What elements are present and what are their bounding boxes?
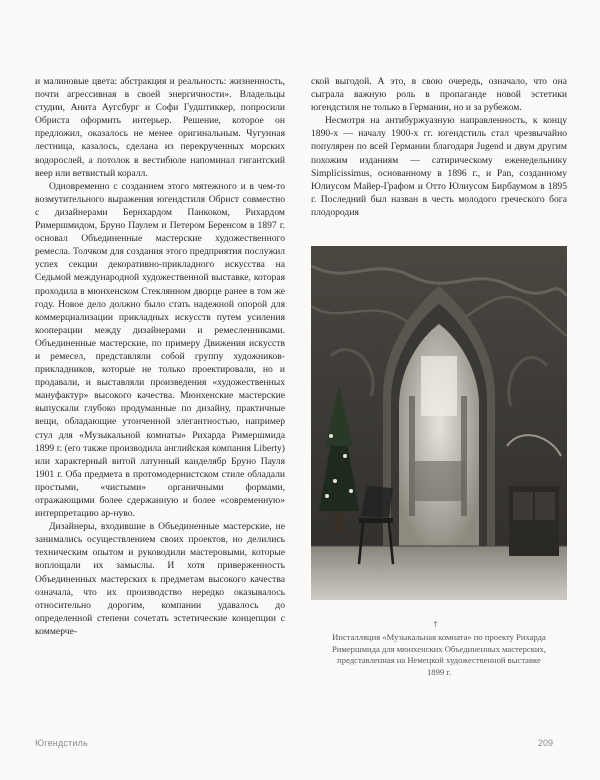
archway-interior-photo — [311, 246, 567, 600]
photo-illustration — [311, 246, 567, 600]
photo-caption: Инсталляция «Музыкальная комната» по проекту Рихарда Римершмида для мюнхенских Объединенных мастерских, представленная на Немецкой художественной выставке 1899 г. — [332, 632, 546, 677]
paragraph-2: Одновременно с созданием этого мятежного и в чем-то возмутительного выражения югендстиля Обрист совместно с дизайнерами Бернхардом Панкоком, Рихардом Римершмидом, Бруно Паулем и Петером Беренсом в 1897 г. основал Объединенные мастерские художественного ремесла. Толчком для создания этого предприятия послужил успех секции декоративно-прикладного искусства на Седьмой международной художественной выставке, которая проходила в мюнхенском Стеклянном дворце ранее в том же году. Новое дело должно было стать надежной опорой для коммерциализации прикладных искусств путем усиления кооперации между дизайнерами и ремесленниками. Объединенные мастерские, по примеру Движения искусств и ремесел, представляли собой группу художников-прикладников, которые не только проектировали, но и продавали, и выставляли произведения «художественных мануфактур» высокого качества. Мюнхенские мастерские выпускали глубоко продуманные по дизайну, практичные вещи, обладающие утонченной элегантностью, например стул для «Музыкальной комнаты» Рихарда Римершмида 1899 г. (его также производила английская компания Liberty) или характерный витой латунный канделябр Бруно Пауля 1901 г. Оба предмета в протомодернистском стиле обладали простыми, «чистыми» органичными формами, отражающими более сдержанную и более «современную» интерпретацию ар-нуво. — [35, 180, 285, 520]
caption-marker: ↑ — [432, 620, 439, 629]
paragraph-1: и малиновые цвета: абстракция и реальность: жизненность, почти агрессивная в своей энергичности». Владельцы студии, Анита Аугсбург и Софи Гудштиккер, попросили Обриста оформить интерьер. Решение, которое он предложил, оказалось не менее оригинальным. Чугунная лестница, казалось, сделана из перекрученных морских водорослей, а потолок в вестибюле напоминал гигантский веер или ветвистый коралл. — [35, 76, 285, 179]
paragraph-5: Несмотря на антибуржуазную направленность, к концу 1890-х — началу 1900-х гг. югендстиль стал чрезвычайно популярен по всей Германии благодаря Jugend и двум другим похожим изданиям — сатирическому еженедельнику Simplicissimus, основанному в 1896 г., и Pan, созданному Юлиусом Майер-Графом и Отто Юлиусом Бирбаумом в 1895 г. Последний был назван в честь молодого греческого бога плодородия — [311, 115, 567, 218]
running-footer-section: Югендстиль — [35, 738, 88, 748]
paragraph-4: ской выгодой. А это, в свою очередь, означало, что она сыграла важную роль в пропаганде новой эстетики югендстиля не только в Германии, но и за рубежом. — [311, 76, 567, 114]
paragraph-3: Дизайнеры, входившие в Объединенные мастерские, не занимались осуществлением своих проектов, но делились техническим опытом и руководили мастеровыми, которые воплощали их замыслы. И хотя приверженность Объединенных мастерских к предметам высокого качества означала, что их производство нередко оказывалось относительно дорогим, компании удавалось до определенной степени сочетать эстетические концепции с коммерче- — [35, 521, 285, 637]
page-number: 209 — [538, 738, 554, 748]
right-text-column — [311, 75, 567, 219]
left-text-column — [35, 75, 285, 638]
